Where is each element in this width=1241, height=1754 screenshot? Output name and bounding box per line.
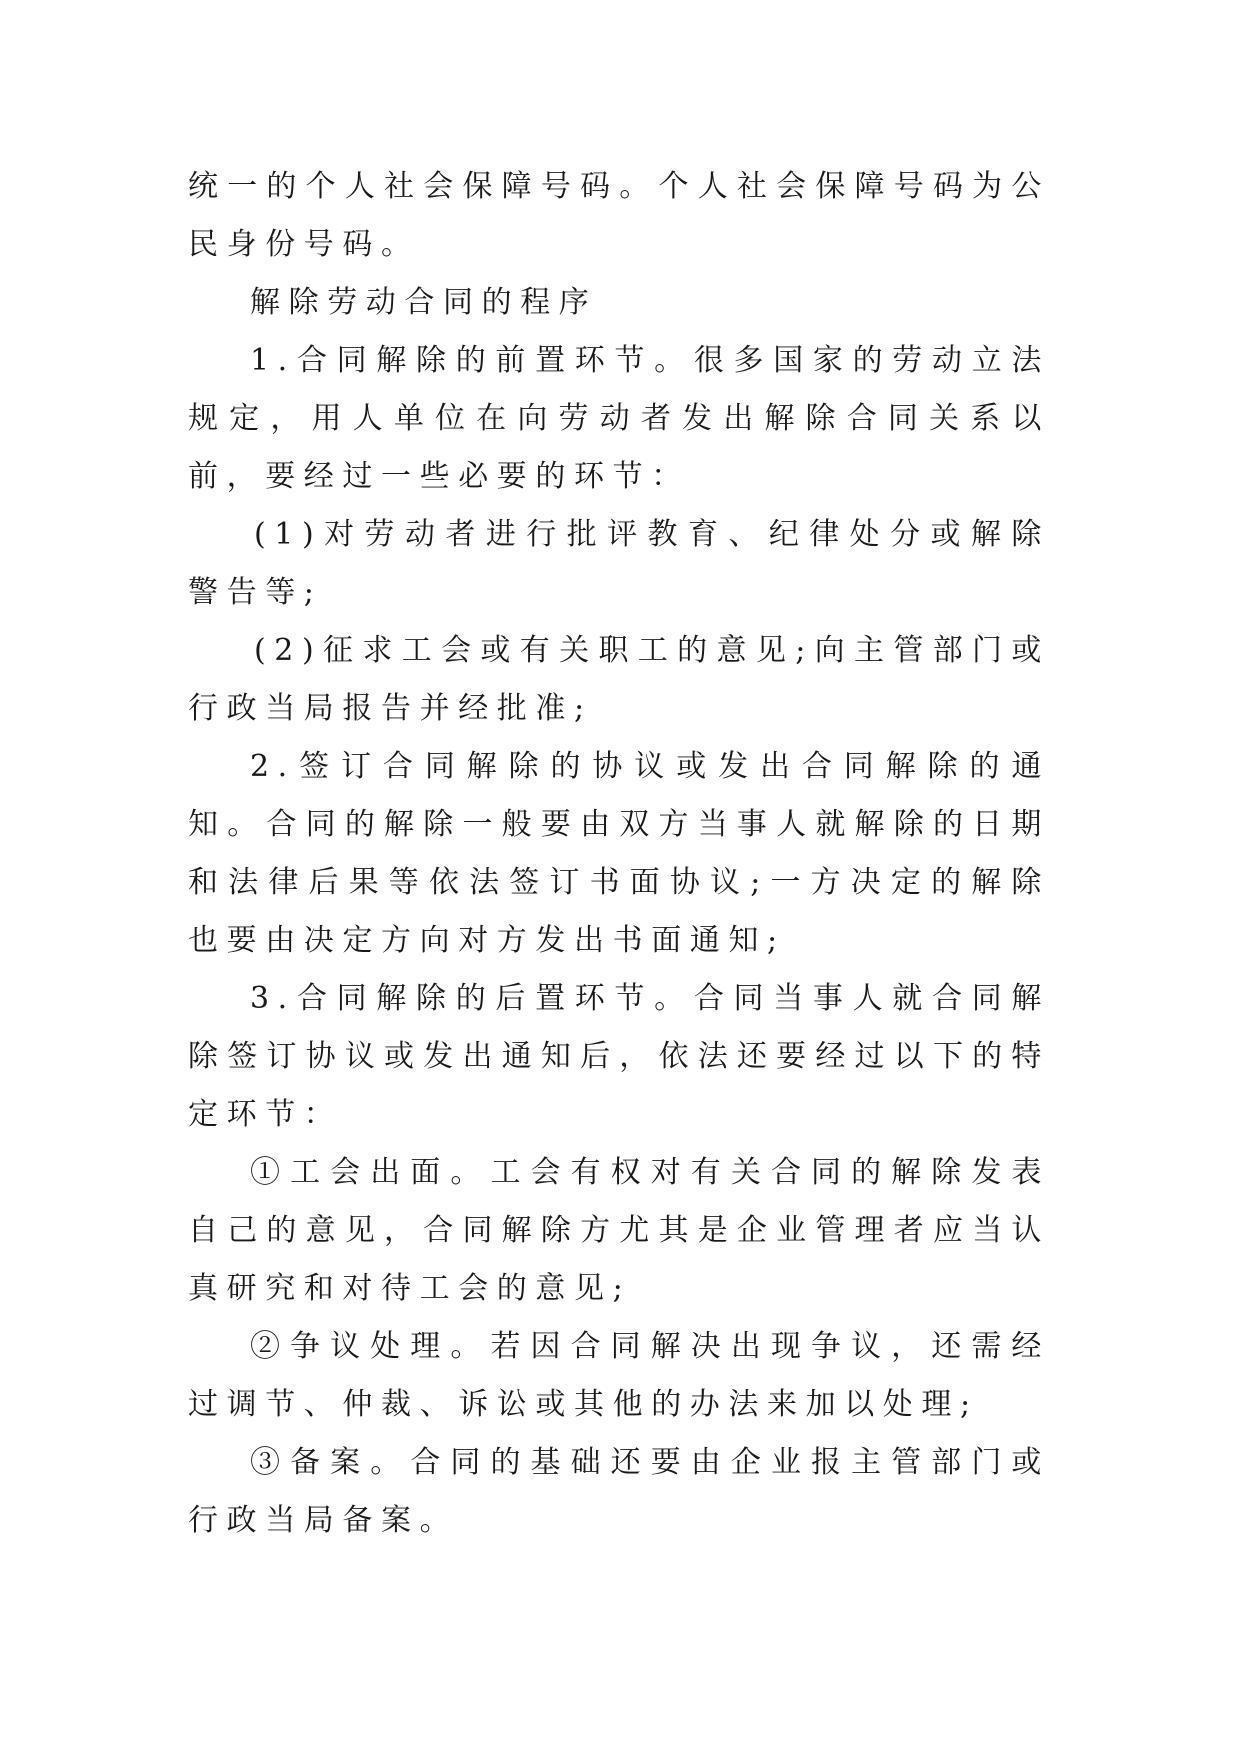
document-body (188, 158, 1050, 1550)
paragraph-circled-2: ②争议处理。若因合同解决出现争议，还需经过调节、仲裁、诉讼或其他的办法来加以处理; (188, 1329, 1050, 1422)
section-heading: 解除劳动合同的程序 (250, 285, 598, 320)
paragraph-circled-3: ③备案。合同的基础还要由企业报主管部门或行政当局备案。 (188, 1445, 1050, 1538)
paragraph-sub-item-2: (2)征求工会或有关职工的意见;向主管部门或行政当局报告并经批准; (188, 633, 1050, 726)
paragraph-step-2: 2.签订合同解除的协议或发出合同解除的通知。合同的解除一般要由双方当事人就解除的日期和法律后果等依法签订书面协议;一方决定的解除也要由决定方向对方发出书面通知; (188, 749, 1050, 958)
paragraph-step-1: 1.合同解除的前置环节。很多国家的劳动立法规定，用人单位在向劳动者发出解除合同关系以前，要经过一些必要的环节： (188, 343, 1050, 494)
paragraph-circled-1: ①工会出面。工会有权对有关合同的解除发表自己的意见，合同解除方尤其是企业管理者应当认真研究和对待工会的意见; (188, 1155, 1050, 1306)
paragraph-step-3: 3.合同解除的后置环节。合同当事人就合同解除签订协议或发出通知后，依法还要经过以下的特定环节： (188, 981, 1050, 1132)
paragraph-continuation: 统一的个人社会保障号码。个人社会保障号码为公民身份号码。 (188, 169, 1050, 262)
paragraph-sub-item-1: (1)对劳动者进行批评教育、纪律处分或解除警告等; (188, 517, 1050, 610)
